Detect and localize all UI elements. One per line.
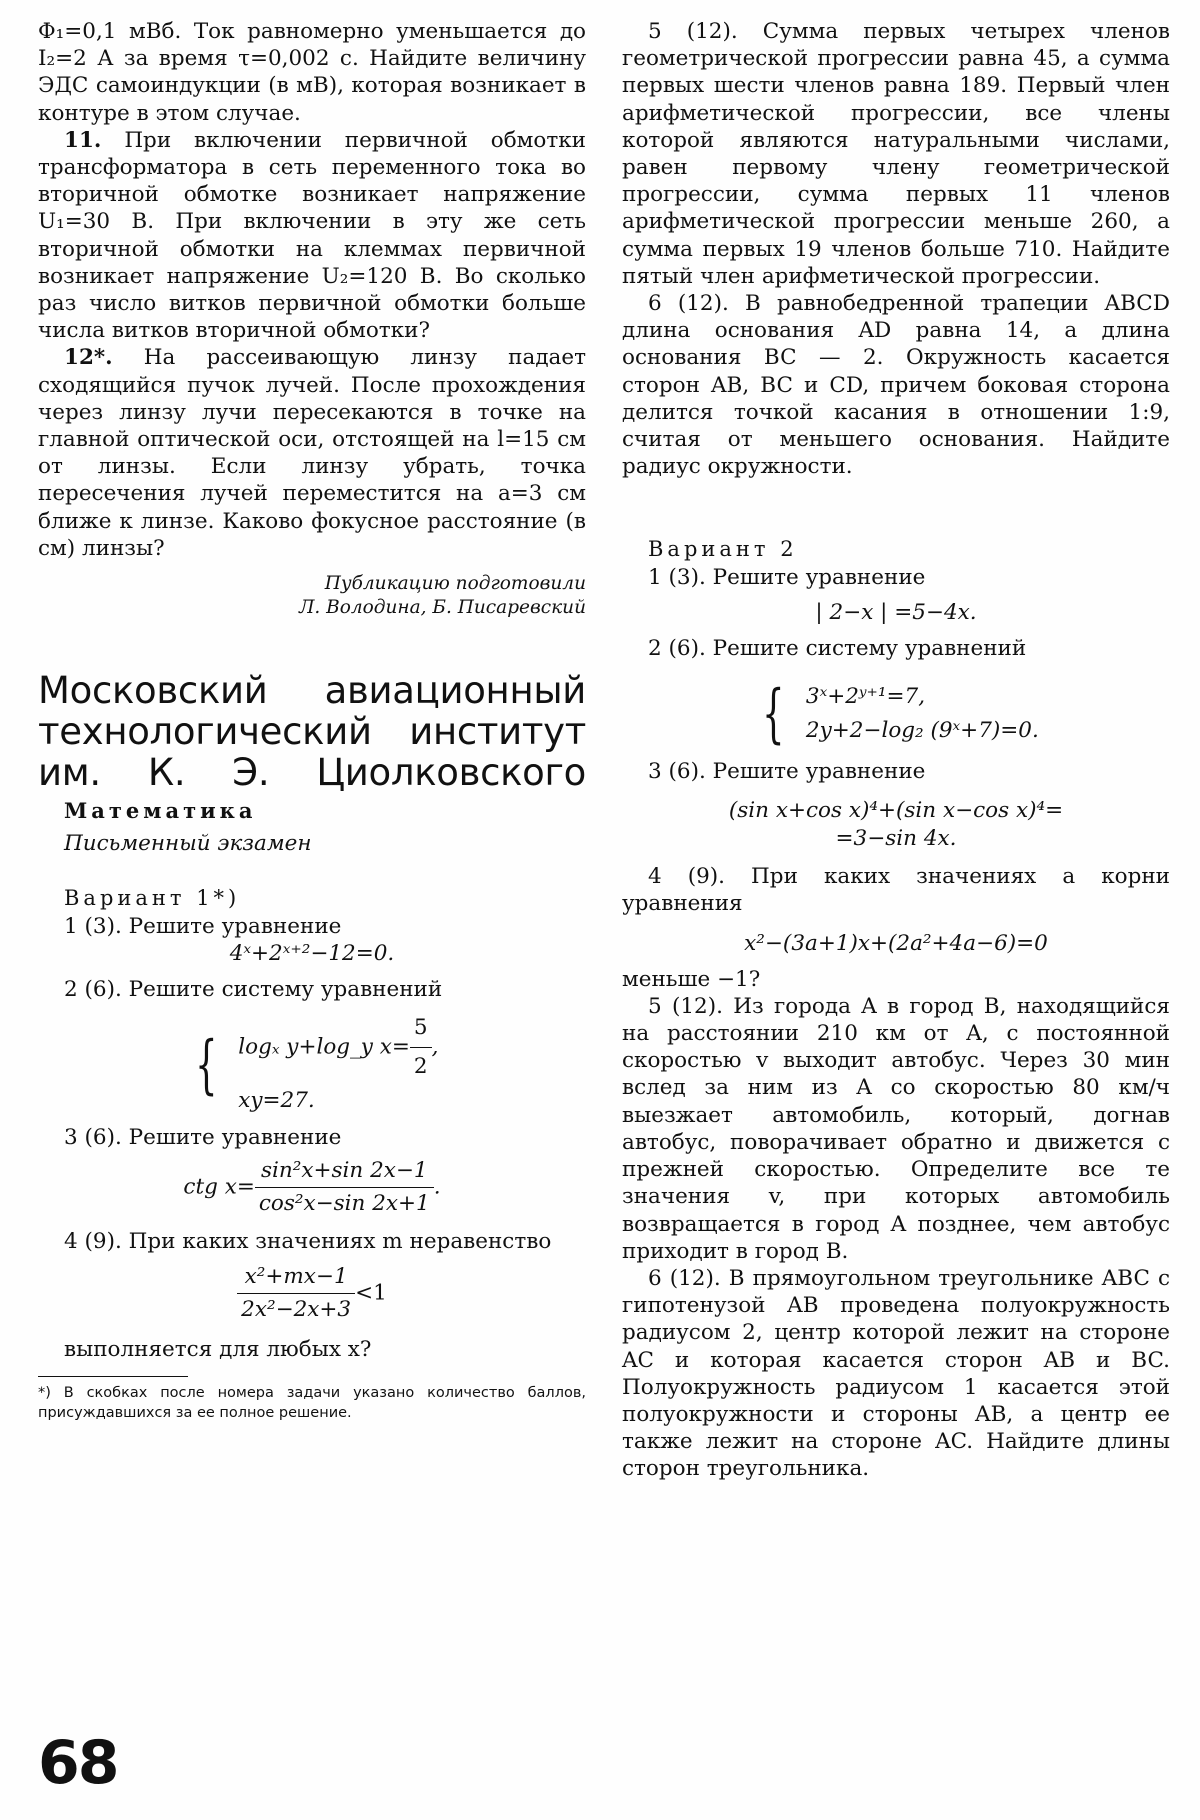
task-2-2: 2 (6). Решите систему уравнений — [648, 635, 1027, 661]
system-eq-1: 3ˣ+2ʸ⁺¹=7, — [805, 684, 926, 710]
subject-title: Математика — [64, 798, 257, 824]
fraction-numerator: 5 — [410, 1011, 432, 1048]
task-2-4-after: меньше −1? — [622, 966, 761, 992]
task-2-3-equation-line-1: (sin x+cos x)⁴+(sin x−cos x)⁴= — [728, 798, 1064, 824]
brace-icon: { — [194, 1027, 218, 1102]
problem-11-number: 11. — [64, 127, 102, 153]
institute-heading: Московский авиационный технологический институт им. К. Э. Циолковского — [38, 669, 586, 795]
task-1-4-inequality: $\frac{\text{x²+mx−1}}{\text{2x²−2x+3}}$ <1 — [38, 1263, 586, 1324]
fraction-denominator: 2 — [413, 1054, 428, 1080]
exam-title: Письменный экзамен — [64, 831, 312, 857]
brace-icon: { — [762, 677, 785, 752]
task-1-4-after: выполняется для любых x? — [64, 1337, 372, 1363]
footnote: *) В скобках после номера задачи указано количество баллов, присуждавшихся за ее полное решение. — [38, 1384, 586, 1421]
page-number: 68 — [38, 1728, 118, 1798]
right-column — [622, 18, 1170, 1483]
footnote-rule — [38, 1376, 188, 1377]
system-eq-2: xy=27. — [238, 1088, 315, 1114]
task-2-1: 1 (3). Решите уравнение — [648, 564, 926, 590]
system-eq-1: logₓ y+log_y x= — [238, 1034, 410, 1060]
task-2-1-equation: | 2−x | =5−4x. — [815, 599, 977, 625]
task-1-2: 2 (6). Решите систему уравнений — [64, 976, 443, 1002]
problem-12-number: 12*. — [64, 345, 113, 371]
task-2-4-equation: x²−(3a+1)x+(2a²+4a−6)=0 — [744, 930, 1048, 956]
problem-12 — [38, 344, 586, 562]
task-2-6: 6 (12). В прямоугольном треугольнике ABC с гипотенузой AB проведена полуокружность радиусом 2, центр которой лежит на стороне AC и которая касается сторон AB и BC. Полуокружность радиусом 1 касается этой полуокружности и стороны AB, а центр ее также лежит на стороне AC. Найдите длины сторон треугольника. — [622, 1265, 1170, 1482]
task-2-2-system — [622, 677, 1170, 752]
task-2-3-equation-line-2: =3−sin 4x. — [835, 826, 957, 852]
problem-11-text: При включении первичной обмотки трансформатора в сеть переменного тока во вторичной обмотке возникает напряжение U₁=30 В. При включении в эту же сеть вторичной обмотки на клеммах первичной возникает напряжение U₂=120 В. Во сколько раз число витков первичной обмотки больше числа витков вторичной обмотки? — [38, 127, 586, 344]
task-1-4: 4 (9). При каких значениях m неравенство — [64, 1229, 552, 1255]
variant-2-title: Вариант 2 — [648, 537, 798, 562]
problem-12-text: На рассеивающую линзу падает сходящийся пучок лучей. После прохождения через линзу лучи пересекаются в точке на главной оптической оси, отстоящей на l=15 см от линзы. Если линзу убрать, точка пересечения лучей переместится на a=3 см ближе к линзе. Каково фокусное расстояние (в см) линзы? — [38, 345, 586, 561]
signature-line-1: Публикацию подготовили — [324, 573, 586, 595]
task-1-1-equation: 4ˣ+2ˣ⁺²−12=0. — [229, 940, 395, 966]
signature-line-2: Л. Володина, Б. Писаревский — [298, 597, 586, 619]
task-2-3: 3 (6). Решите уравнение — [648, 759, 926, 785]
task-1-6: 6 (12). В равнобедренной трапеции ABCD длина основания AD равна 14, а длина основания BC — 2. Окружность касается сторон AB, BC и CD, причем боковая сторона делится точкой касания в отношении 1:9, считая от меньшего основания. Найдите радиус окружности. — [622, 291, 1170, 480]
system-eq-2: 2y+2−log₂ (9ˣ+7)=0. — [805, 718, 1039, 744]
problem-10-continuation: Φ₁=0,1 мВб. Ток равномерно уменьшается до I₂=2 А за время τ=0,002 с. Найдите величину ЭДС самоиндукции (в мВ), которая возникает в контуре в этом случае. — [38, 19, 586, 126]
task-1-3-equation: ctg x= $\frac{\text{sin²x+sin 2x−1}}{\text{cos²x−sin 2x+1}}$ . — [183, 1158, 441, 1217]
task-2-5: 5 (12). Из города A в город B, находящийся на расстоянии 210 км от A, с постоянной скоростью v выходит автобус. Через 30 мин вслед за ним из A со скоростью 80 км/ч выезжает автомобиль, который, догнав автобус, поворачивает обратно и движется с прежней скоростью. Определите все те значения v, при которых автомобиль возвращается в город A позднее, чем автобус приходит в город B. — [622, 993, 1170, 1264]
task-1-2-system: { logₓ y+log_y x= $\frac{5}{2}$ , xy=27. — [38, 1011, 586, 1118]
task-1-1: 1 (3). Решите уравнение — [64, 913, 342, 939]
task-2-4: 4 (9). При каких значениях a корни уравнения — [622, 864, 1170, 917]
problem-11 — [38, 127, 586, 345]
task-1-3: 3 (6). Решите уравнение — [64, 1125, 342, 1151]
task-1-5: 5 (12). Сумма первых четырех членов геометрической прогрессии равна 45, а сумма первых шести членов равна 189. Первый член арифметической прогрессии, все члены которой являются натуральными числами, равен первому члену геометрической прогрессии, сумма первых 11 членов арифметической прогрессии меньше 260, а сумма первых 19 членов больше 710. Найдите пятый член арифметической прогрессии. — [622, 19, 1170, 289]
variant-1-title: Вариант 1*) — [64, 886, 241, 911]
left-column — [38, 18, 586, 1423]
